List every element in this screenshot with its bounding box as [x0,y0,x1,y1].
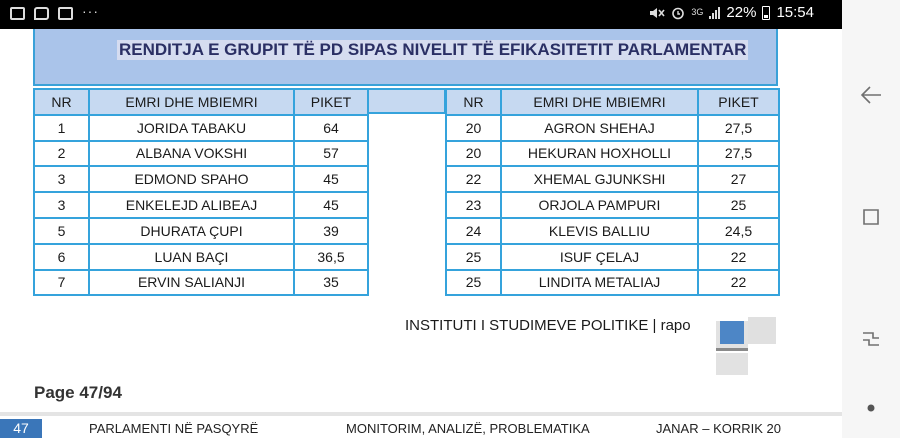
points-cell: 35 [294,270,368,296]
name-cell: XHEMAL GJUNKSHI [501,166,698,192]
more-notifications-icon: ··· [82,3,99,19]
rank-cell: 25 [446,270,501,296]
points-cell: 27,5 [698,115,779,141]
rank-cell: 3 [34,166,89,192]
rank-cell: 20 [446,141,501,167]
back-button[interactable] [859,83,883,107]
table-row [34,115,368,141]
running-footer [0,417,842,438]
dot-indicator-icon [867,404,875,412]
message-icon [34,7,49,20]
footer-middle-text: MONITORIM, ANALIZË, PROBLEMATIKA [346,421,590,436]
table-row [446,115,779,141]
battery-percent: 22% [726,4,757,21]
table-row [446,141,779,167]
points-cell: 22 [698,244,779,270]
alarm-icon [671,6,685,20]
notification-icons [10,5,99,21]
page-divider [0,412,842,416]
points-cell: 27 [698,166,779,192]
rank-cell: 25 [446,244,501,270]
rank-cell: 6 [34,244,89,270]
header-points: PIKET [294,89,368,115]
points-cell: 22 [698,270,779,296]
battery-icon [762,6,770,20]
points-cell: 24,5 [698,218,779,244]
rank-cell: 7 [34,270,89,296]
ranking-table-left [33,88,369,296]
points-cell: 57 [294,141,368,167]
name-cell: AGRON SHEHAJ [501,115,698,141]
points-cell: 36,5 [294,244,368,270]
rank-cell: 24 [446,218,501,244]
points-cell: 27,5 [698,141,779,167]
table-row [446,244,779,270]
name-cell: ALBANA VOKSHI [89,141,294,167]
table-title[interactable]: RENDITJA E GRUPIT TË PD SIPAS NIVELIT TË EFIKASITETIT PARLAMENTAR [119,40,747,59]
table-row [34,270,368,296]
navigation-bar [842,0,900,438]
rank-cell: 5 [34,218,89,244]
rank-cell: 1 [34,115,89,141]
header-points: PIKET [698,89,779,115]
status-bar [0,0,842,29]
header-nr: NR [446,89,501,115]
table-row [446,218,779,244]
rank-cell: 2 [34,141,89,167]
institute-footer: INSTITUTI I STUDIMEVE POLITIKE | rapo [405,317,691,334]
name-cell: JORIDA TABAKU [89,115,294,141]
page-indicator: Page 47/94 [34,383,122,402]
header-name: EMRI DHE MBIEMRI [501,89,698,115]
points-cell: 39 [294,218,368,244]
name-cell: EDMOND SPAHO [89,166,294,192]
table-row [446,192,779,218]
switch-app-icon [860,328,882,350]
table-row [34,244,368,270]
points-cell: 45 [294,192,368,218]
header-name: EMRI DHE MBIEMRI [89,89,294,115]
document-page[interactable] [0,29,842,438]
name-cell: HEKURAN HOXHOLLI [501,141,698,167]
rank-cell: 3 [34,192,89,218]
clock: 15:54 [776,4,814,21]
rank-cell: 22 [446,166,501,192]
table-header-row [34,89,368,115]
table-row [446,166,779,192]
mute-icon [649,6,665,20]
footer-right-text: JANAR – KORRIK 20 [656,421,781,436]
table-row [34,166,368,192]
name-cell: DHURATA ÇUPI [89,218,294,244]
name-cell: ENKELEJD ALIBEAJ [89,192,294,218]
table-row [34,192,368,218]
table-row [34,141,368,167]
institute-logo-icon [716,317,778,377]
page-dot-indicator [859,396,883,420]
name-cell: LINDITA METALIAJ [501,270,698,296]
name-cell: ORJOLA PAMPURI [501,192,698,218]
table-row [34,218,368,244]
points-cell: 64 [294,115,368,141]
title-band [33,29,778,86]
switch-app-button[interactable] [859,327,883,351]
footer-left-text: PARLAMENTI NË PASQYRË [89,421,259,436]
table-header-gap [367,88,446,114]
points-cell: 45 [294,166,368,192]
points-cell: 25 [698,192,779,218]
name-cell: LUAN BAÇI [89,244,294,270]
signal-icon [709,7,720,19]
table-row [446,270,779,296]
footer-page-number: 47 [0,419,42,438]
gallery-icon [10,7,25,20]
system-status [649,4,814,21]
mail-icon [58,7,73,20]
name-cell: ISUF ÇELAJ [501,244,698,270]
recents-icon [861,207,881,227]
name-cell: ERVIN SALIANJI [89,270,294,296]
ranking-table-right [445,88,780,296]
network-type: 3G [691,7,704,17]
header-nr: NR [34,89,89,115]
rank-cell: 20 [446,115,501,141]
back-icon [860,84,882,106]
name-cell: KLEVIS BALLIU [501,218,698,244]
table-header-row [446,89,779,115]
rank-cell: 23 [446,192,501,218]
recents-button[interactable] [859,205,883,229]
